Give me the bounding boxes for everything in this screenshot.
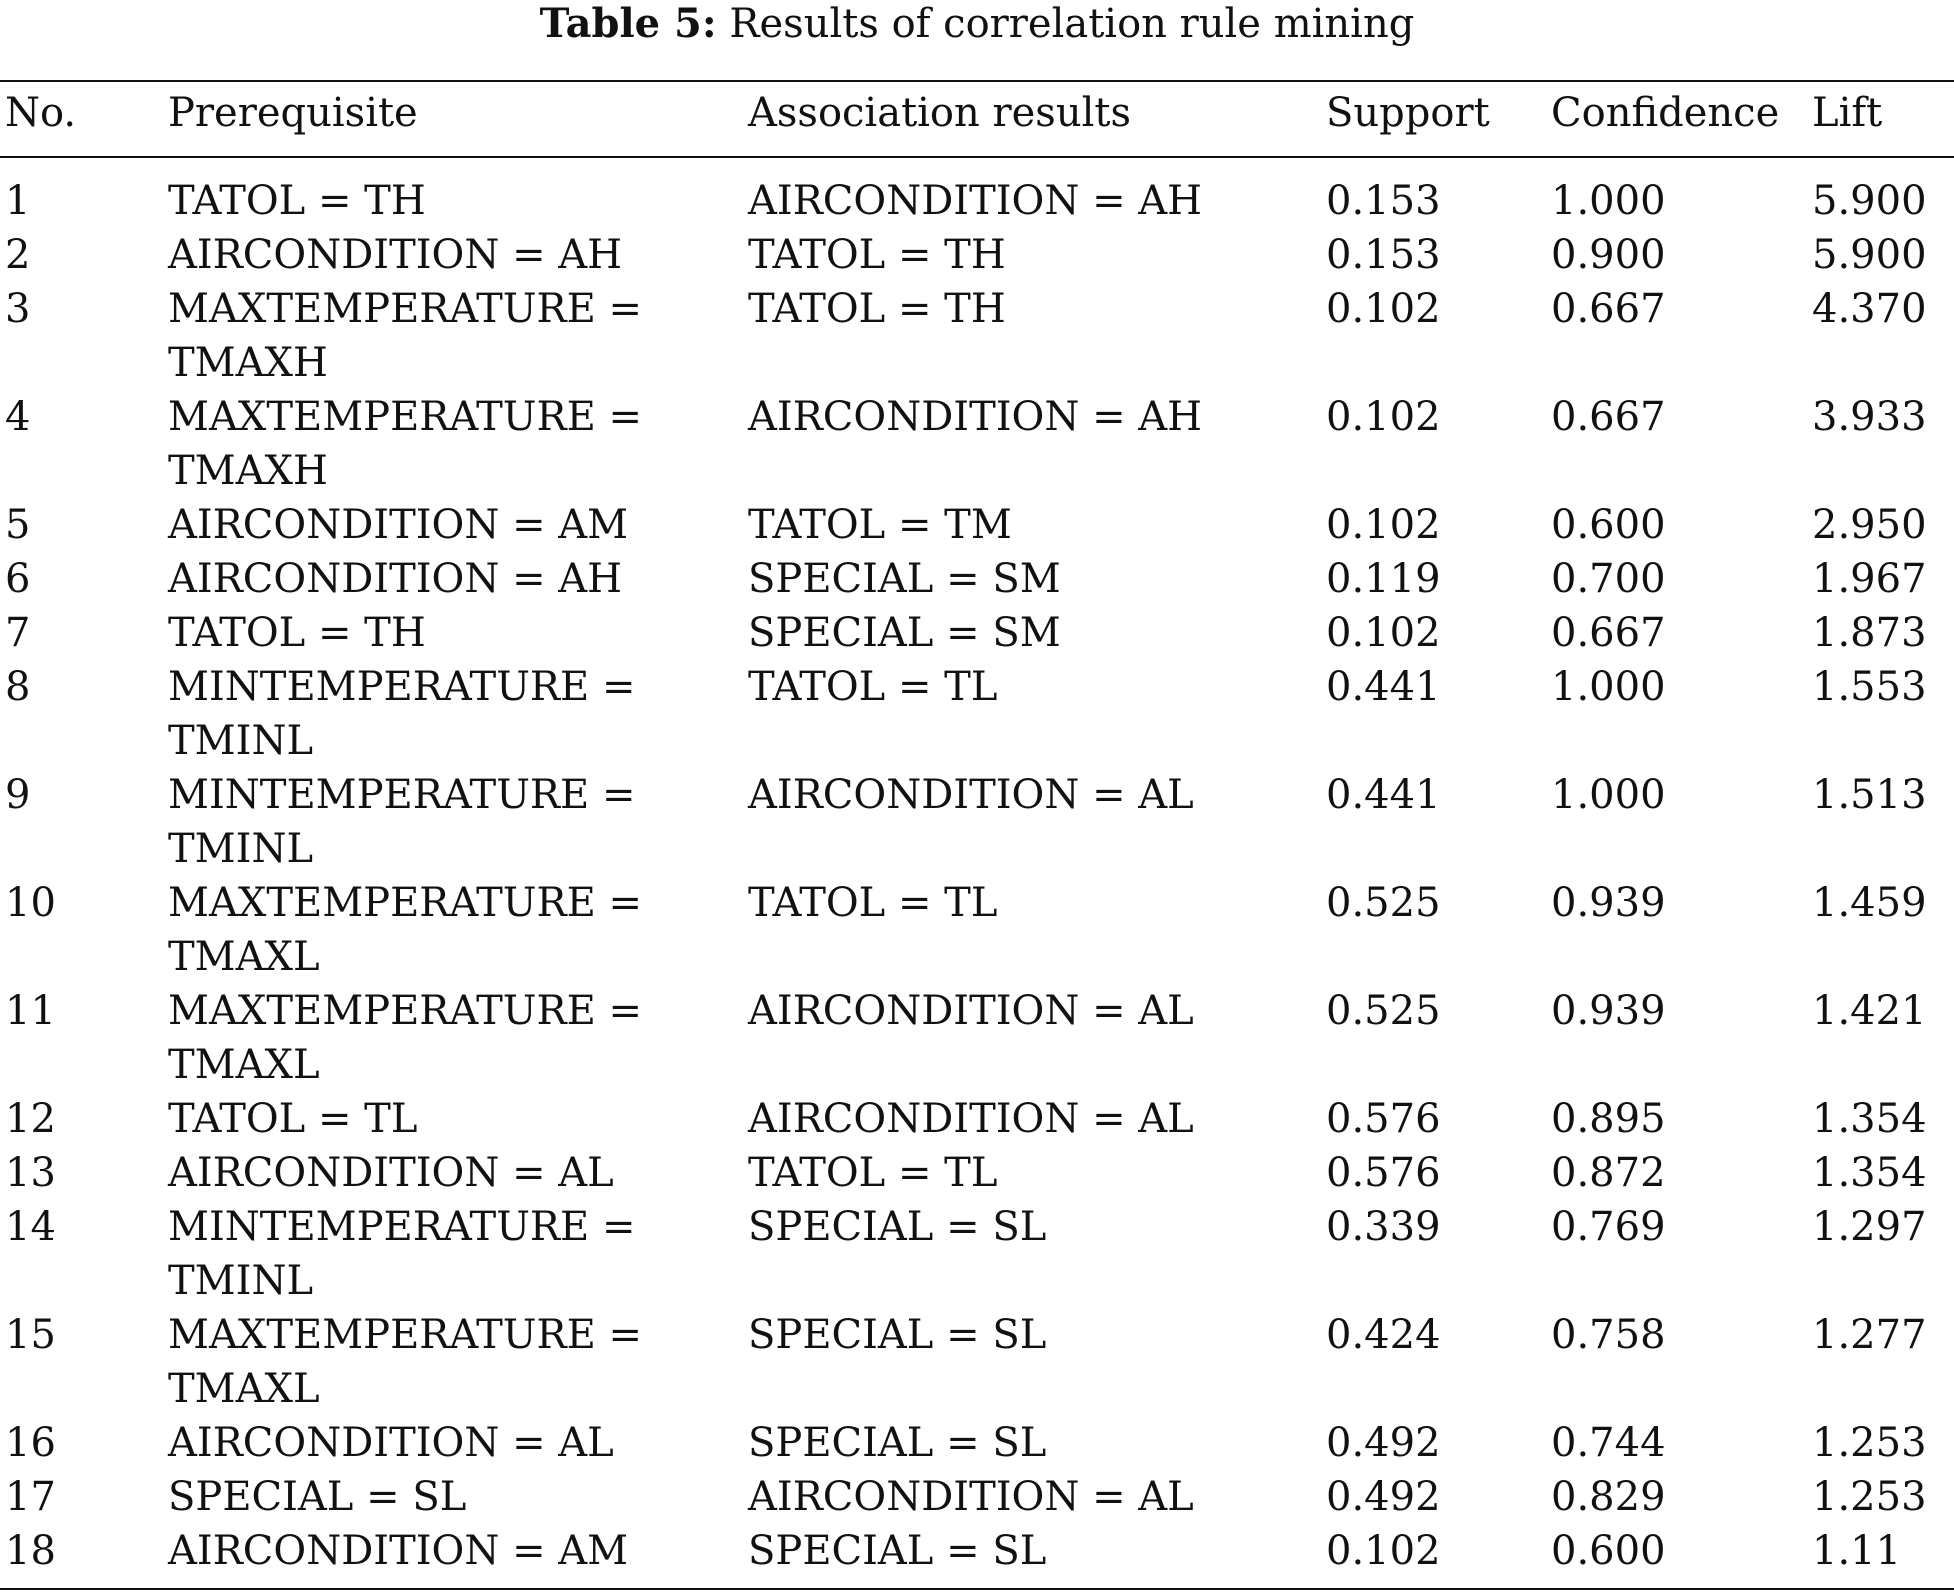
cell-no: 14 [5, 1204, 56, 1250]
cell-support: 0.102 [1326, 1528, 1441, 1574]
cell-lift: 1.354 [1812, 1096, 1927, 1142]
cell-lift: 1.253 [1812, 1474, 1927, 1520]
cell-prerequisite-cont: TMAXL [168, 1366, 320, 1412]
cell-association: AIRCONDITION = AL [748, 772, 1194, 818]
table-row [0, 768, 1954, 876]
cell-support: 0.576 [1326, 1150, 1441, 1196]
table-row [0, 282, 1954, 390]
cell-support: 0.102 [1326, 502, 1441, 548]
cell-prerequisite-cont: TMINL [168, 718, 313, 764]
cell-lift: 1.967 [1812, 556, 1927, 602]
cell-confidence: 0.829 [1551, 1474, 1666, 1520]
cell-no: 7 [5, 610, 31, 656]
table-header [0, 86, 1954, 140]
cell-confidence: 0.900 [1551, 232, 1666, 278]
cell-support: 0.153 [1326, 178, 1441, 224]
cell-association: AIRCONDITION = AL [748, 1474, 1194, 1520]
cell-support: 0.424 [1326, 1312, 1441, 1358]
table-row [0, 1524, 1954, 1578]
header-no: No. [5, 90, 77, 136]
table-body [0, 174, 1954, 1578]
cell-support: 0.492 [1326, 1474, 1441, 1520]
header-confidence: Confidence [1551, 90, 1780, 136]
cell-association: SPECIAL = SL [748, 1312, 1047, 1358]
cell-prerequisite-cont: TMINL [168, 826, 313, 872]
cell-association: AIRCONDITION = AL [748, 1096, 1194, 1142]
top-rule [0, 80, 1954, 82]
table-row [0, 984, 1954, 1092]
cell-prerequisite: AIRCONDITION = AH [168, 232, 623, 278]
cell-support: 0.339 [1326, 1204, 1441, 1250]
cell-prerequisite: AIRCONDITION = AM [168, 1528, 629, 1574]
cell-lift: 3.933 [1812, 394, 1927, 440]
cell-confidence: 0.895 [1551, 1096, 1666, 1142]
cell-prerequisite-cont: TMAXH [168, 448, 328, 494]
table-row [0, 1200, 1954, 1308]
table-row [0, 552, 1954, 606]
cell-association: SPECIAL = SL [748, 1528, 1047, 1574]
cell-no: 10 [5, 880, 56, 926]
cell-support: 0.153 [1326, 232, 1441, 278]
cell-no: 4 [5, 394, 31, 440]
cell-prerequisite: AIRCONDITION = AM [168, 502, 629, 548]
cell-no: 1 [5, 178, 31, 224]
cell-prerequisite-cont: TMAXH [168, 340, 328, 386]
table-row [0, 876, 1954, 984]
cell-association: SPECIAL = SM [748, 556, 1061, 602]
cell-association: AIRCONDITION = AH [748, 394, 1203, 440]
cell-support: 0.525 [1326, 988, 1441, 1034]
cell-no: 9 [5, 772, 31, 818]
cell-association: TATOL = TH [748, 232, 1006, 278]
cell-prerequisite: TATOL = TH [168, 178, 426, 224]
cell-lift: 1.354 [1812, 1150, 1927, 1196]
cell-prerequisite: MINTEMPERATURE = [168, 1204, 636, 1250]
cell-prerequisite: AIRCONDITION = AL [168, 1150, 614, 1196]
cell-association: TATOL = TH [748, 286, 1006, 332]
cell-no: 15 [5, 1312, 56, 1358]
table-row [0, 1416, 1954, 1470]
cell-support: 0.525 [1326, 880, 1441, 926]
cell-prerequisite: MAXTEMPERATURE = [168, 286, 643, 332]
cell-prerequisite: MAXTEMPERATURE = [168, 1312, 643, 1358]
cell-confidence: 1.000 [1551, 664, 1666, 710]
cell-lift: 4.370 [1812, 286, 1927, 332]
cell-support: 0.492 [1326, 1420, 1441, 1466]
cell-support: 0.102 [1326, 610, 1441, 656]
table-row [0, 1470, 1954, 1524]
cell-support: 0.576 [1326, 1096, 1441, 1142]
cell-prerequisite: MAXTEMPERATURE = [168, 394, 643, 440]
table-row [0, 1308, 1954, 1416]
header-rule [0, 156, 1954, 158]
cell-association: TATOL = TL [748, 880, 998, 926]
cell-no: 17 [5, 1474, 56, 1520]
table-row [0, 660, 1954, 768]
cell-prerequisite: MAXTEMPERATURE = [168, 988, 643, 1034]
cell-prerequisite: MAXTEMPERATURE = [168, 880, 643, 926]
cell-lift: 1.297 [1812, 1204, 1927, 1250]
cell-association: SPECIAL = SM [748, 610, 1061, 656]
cell-lift: 5.900 [1812, 232, 1927, 278]
cell-confidence: 1.000 [1551, 178, 1666, 224]
cell-no: 6 [5, 556, 31, 602]
cell-no: 3 [5, 286, 31, 332]
cell-no: 8 [5, 664, 31, 710]
cell-prerequisite: TATOL = TL [168, 1096, 418, 1142]
table-row [0, 1092, 1954, 1146]
cell-confidence: 0.700 [1551, 556, 1666, 602]
caption-label: Table 5: [539, 0, 717, 47]
cell-support: 0.119 [1326, 556, 1441, 602]
cell-confidence: 0.939 [1551, 988, 1666, 1034]
cell-lift: 1.873 [1812, 610, 1927, 656]
cell-prerequisite-cont: TMINL [168, 1258, 313, 1304]
cell-no: 5 [5, 502, 31, 548]
header-association: Association results [748, 90, 1131, 136]
cell-association: TATOL = TM [748, 502, 1012, 548]
cell-support: 0.441 [1326, 664, 1441, 710]
cell-prerequisite: AIRCONDITION = AL [168, 1420, 614, 1466]
cell-lift: 1.553 [1812, 664, 1927, 710]
cell-no: 16 [5, 1420, 56, 1466]
cell-confidence: 0.600 [1551, 502, 1666, 548]
cell-prerequisite-cont: TMAXL [168, 934, 320, 980]
cell-association: TATOL = TL [748, 1150, 998, 1196]
cell-lift: 1.277 [1812, 1312, 1927, 1358]
cell-confidence: 0.769 [1551, 1204, 1666, 1250]
cell-association: SPECIAL = SL [748, 1420, 1047, 1466]
cell-lift: 1.459 [1812, 880, 1927, 926]
table-row [0, 498, 1954, 552]
cell-prerequisite: MINTEMPERATURE = [168, 664, 636, 710]
bottom-rule [0, 1588, 1954, 1590]
cell-confidence: 0.667 [1551, 610, 1666, 656]
header-support: Support [1326, 90, 1490, 136]
table-row [0, 390, 1954, 498]
cell-no: 11 [5, 988, 56, 1034]
cell-prerequisite: SPECIAL = SL [168, 1474, 467, 1520]
cell-confidence: 0.872 [1551, 1150, 1666, 1196]
cell-lift: 1.421 [1812, 988, 1927, 1034]
cell-no: 18 [5, 1528, 56, 1574]
cell-support: 0.441 [1326, 772, 1441, 818]
table-row [0, 1146, 1954, 1200]
cell-confidence: 1.000 [1551, 772, 1666, 818]
cell-prerequisite: TATOL = TH [168, 610, 426, 656]
cell-confidence: 0.744 [1551, 1420, 1666, 1466]
cell-confidence: 0.758 [1551, 1312, 1666, 1358]
cell-no: 13 [5, 1150, 56, 1196]
header-prerequisite: Prerequisite [168, 90, 418, 136]
table-row [0, 606, 1954, 660]
cell-lift: 1.513 [1812, 772, 1927, 818]
table-row [0, 174, 1954, 228]
cell-support: 0.102 [1326, 286, 1441, 332]
cell-lift: 1.11 [1812, 1528, 1902, 1574]
table-row [0, 228, 1954, 282]
table-caption [0, 0, 1954, 48]
cell-support: 0.102 [1326, 394, 1441, 440]
cell-lift: 1.253 [1812, 1420, 1927, 1466]
cell-confidence: 0.667 [1551, 394, 1666, 440]
cell-lift: 5.900 [1812, 178, 1927, 224]
cell-no: 2 [5, 232, 31, 278]
header-lift: Lift [1812, 90, 1883, 136]
cell-confidence: 0.939 [1551, 880, 1666, 926]
caption-title: Results of correlation rule mining [729, 1, 1415, 47]
cell-prerequisite-cont: TMAXL [168, 1042, 320, 1088]
cell-prerequisite: AIRCONDITION = AH [168, 556, 623, 602]
cell-association: SPECIAL = SL [748, 1204, 1047, 1250]
cell-confidence: 0.667 [1551, 286, 1666, 332]
cell-association: AIRCONDITION = AL [748, 988, 1194, 1034]
cell-association: TATOL = TL [748, 664, 998, 710]
cell-lift: 2.950 [1812, 502, 1927, 548]
cell-no: 12 [5, 1096, 56, 1142]
cell-prerequisite: MINTEMPERATURE = [168, 772, 636, 818]
cell-confidence: 0.600 [1551, 1528, 1666, 1574]
cell-association: AIRCONDITION = AH [748, 178, 1203, 224]
